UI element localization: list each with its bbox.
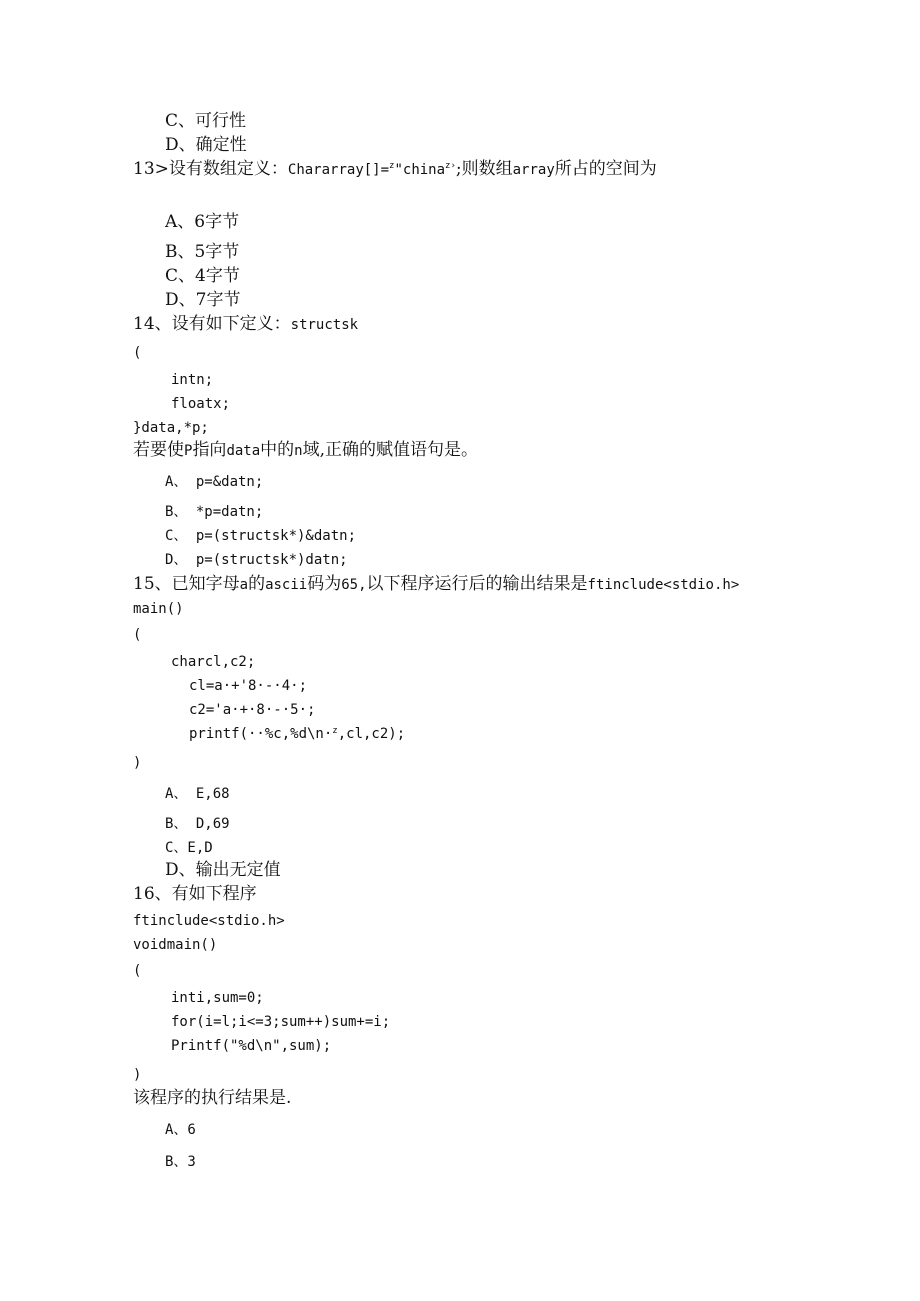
question-13-stem: 13>设有数组定义：Chararray[]=$^z$"china$^{z›}$;则数组array所占的空间为 (133, 159, 657, 179)
option-c: C、4字节 (165, 266, 240, 286)
code-line: ) (133, 1067, 142, 1083)
option-b: B、 *p=datn; (165, 504, 264, 520)
code-line: main() (133, 601, 184, 617)
code-line: charcl,c2; (171, 654, 256, 670)
question-16-ask: 该程序的执行结果是. (133, 1088, 292, 1108)
question-14-ask: 若要使P指向data中的n域,正确的赋值语句是。 (133, 440, 478, 460)
code-line: inti,sum=0; (171, 990, 264, 1006)
question-14-stem: 14、设有如下定义：structsk (133, 314, 359, 334)
option-c: C、 p=(structsk*)&datn; (165, 528, 357, 544)
option-a: A、 p=&datn; (165, 474, 264, 490)
code-line: ( (133, 963, 142, 979)
option-c: C、可行性 (165, 111, 247, 131)
code-line: cl=a·+'8·-·4·; (189, 678, 308, 694)
code-line: floatx; (171, 396, 231, 412)
option-d: D、7字节 (165, 290, 241, 310)
code-line: intn; (171, 372, 214, 388)
question-15-stem: 15、已知字母a的ascii码为65,以下程序运行后的输出结果是ftinclude<stdio.h> (133, 574, 740, 594)
option-b: B、 D,69 (165, 816, 230, 832)
code-line: ( (133, 627, 142, 643)
code-line: }data,*p; (133, 420, 209, 436)
code-line: for(i=l;i<=3;sum++)sum+=i; (171, 1014, 391, 1030)
code-line: ( (133, 345, 142, 361)
option-b: B、5字节 (165, 242, 240, 262)
question-16-stem: 16、有如下程序 (133, 884, 257, 904)
option-a: A、 E,68 (165, 786, 230, 802)
code-line: voidmain() (133, 937, 218, 953)
option-a: A、6 (165, 1122, 196, 1138)
code-line: Printf("%d\n",sum); (171, 1038, 332, 1054)
code-line: c2='a·+·8·-·5·; (189, 702, 316, 718)
code-line: printf(··%c,%d\n·$^z$,cl,c2); (189, 726, 406, 742)
option-d: D、 p=(structsk*)datn; (165, 552, 348, 568)
option-c: C、E,D (165, 840, 213, 856)
option-d: D、确定性 (165, 135, 247, 155)
code-line: ) (133, 755, 142, 771)
option-b: B、3 (165, 1154, 196, 1170)
option-d: D、输出无定值 (165, 860, 281, 880)
code-line: ftinclude<stdio.h> (133, 913, 285, 929)
option-a: A、6字节 (165, 212, 240, 232)
